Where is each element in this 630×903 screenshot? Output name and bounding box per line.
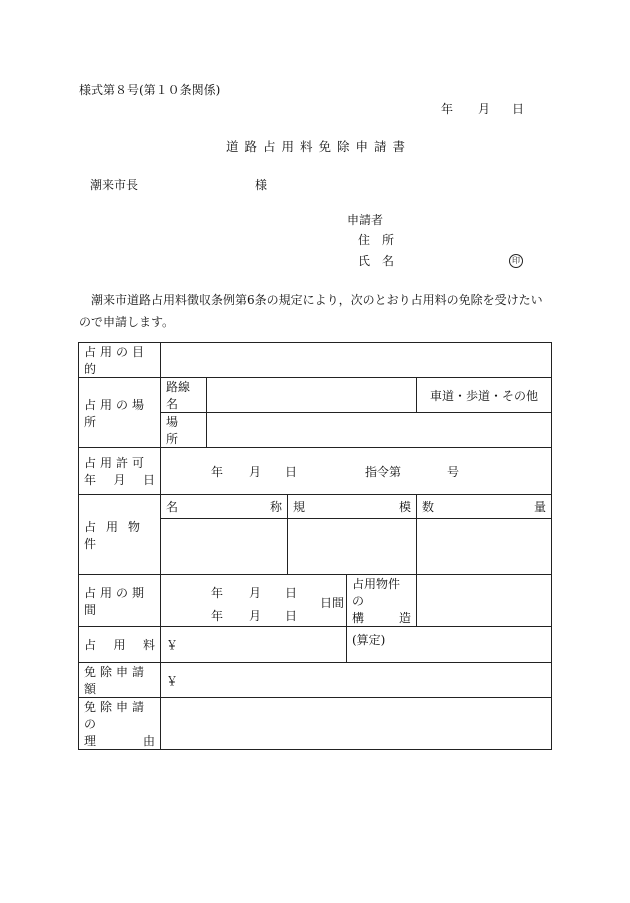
location-label: 場 所 [161,413,207,448]
date-year: 年 [441,102,454,116]
structure-label-2a: 構 [352,611,365,625]
fee-label-2: 用 [113,638,126,652]
row-place-route [79,378,552,413]
reason-label-2b: 由 [142,734,155,748]
period-to-month: 月 [249,608,262,623]
calc-field[interactable] [347,627,552,663]
seal-mark: 印 [509,254,523,268]
form-number: 様式第８号(第１０条関係) [79,83,221,97]
yen-sign: ￥ [166,638,179,652]
col-name-2: 称 [269,500,282,514]
col-quantity-2: 量 [534,500,547,514]
col-scale [288,495,417,519]
col-quantity [417,495,552,519]
purpose-label: 占用の目的 [79,343,161,378]
permit-label-line1: 占用許可 [84,456,149,470]
permit-label-year: 年 [84,473,97,487]
object-scale-field[interactable] [288,519,417,575]
permit-label-month: 月 [113,473,126,487]
fee-label-1: 占 [84,638,97,652]
permit-field[interactable] [161,448,552,495]
purpose-field[interactable] [161,343,552,378]
yen-sign-2: ￥ [166,673,179,688]
date-month: 月 [478,102,491,116]
intro-text: 潮来市道路占用料徴収条例第6条の規定により，次のとおり占用料の免除を受けたいので申請します。 [79,293,543,329]
application-table [78,342,552,750]
structure-label-2b: 造 [398,611,411,625]
applicant-name-label: 氏 名 [358,254,395,268]
col-scale-1: 規 [293,500,306,514]
page-title: 道路占用料免除申請書 [226,139,412,154]
col-scale-2: 模 [398,500,411,514]
route-label: 路線名 [161,378,207,413]
row-permit [79,448,552,495]
row-objects-header [79,495,552,519]
object-quantity-field[interactable] [417,519,552,575]
seal-icon [509,252,523,268]
structure-label-line1: 占用物件の [352,577,401,608]
date-day: 日 [512,102,525,116]
row-fee [79,627,552,663]
permit-label-line2 [84,471,155,488]
col-name [161,495,288,519]
permit-label-day: 日 [142,473,155,487]
col-quantity-1: 数 [422,500,435,514]
reason-label-line2 [84,732,155,749]
permit-number-prefix: 指令第 [365,465,402,479]
row-reason [79,698,552,750]
fee-field[interactable] [161,627,347,663]
period-from-day: 日 [285,585,298,600]
addressee: 潮来市長 [90,178,139,192]
calc-label: (算定) [352,633,386,647]
structure-label [347,575,417,627]
honorific: 様 [255,178,268,192]
fee-label [79,627,161,663]
reason-label [79,698,161,750]
row-purpose [79,343,552,378]
period-label: 占用の期間 [79,575,161,627]
row-period [79,575,552,627]
road-type: 車道・歩道・その他 [417,378,552,413]
permit-date-month: 月 [249,465,262,479]
reason-field[interactable] [161,698,552,750]
period-from-year: 年 [211,585,224,600]
fee-label-3: 料 [142,638,155,652]
applicant-address-label: 住 所 [358,233,395,247]
period-field[interactable] [161,575,347,627]
route-field[interactable] [207,378,417,413]
structure-field[interactable] [417,575,552,627]
permit-label [79,448,161,495]
structure-label-line2 [352,609,411,626]
row-exemption-amount [79,663,552,698]
reason-label-line1: 免除申請の [84,700,149,731]
col-name-1: 名 [166,500,179,514]
location-field[interactable] [207,413,552,448]
exemption-amount-field[interactable] [161,663,552,698]
period-to-year: 年 [211,608,224,623]
permit-date-year: 年 [211,465,224,479]
place-label: 占用の場所 [79,378,161,448]
object-name-field[interactable] [161,519,288,575]
applicant-heading: 申請者 [347,213,384,227]
exemption-amount-label: 免除申請額 [79,663,161,698]
reason-label-2a: 理 [84,734,97,748]
objects-label: 占用物件 [79,495,161,575]
period-from-month: 月 [249,585,262,600]
period-days: 日間 [320,595,345,610]
permit-date-day: 日 [285,465,298,479]
permit-number-suffix: 号 [447,465,460,479]
period-to-day: 日 [285,608,298,623]
